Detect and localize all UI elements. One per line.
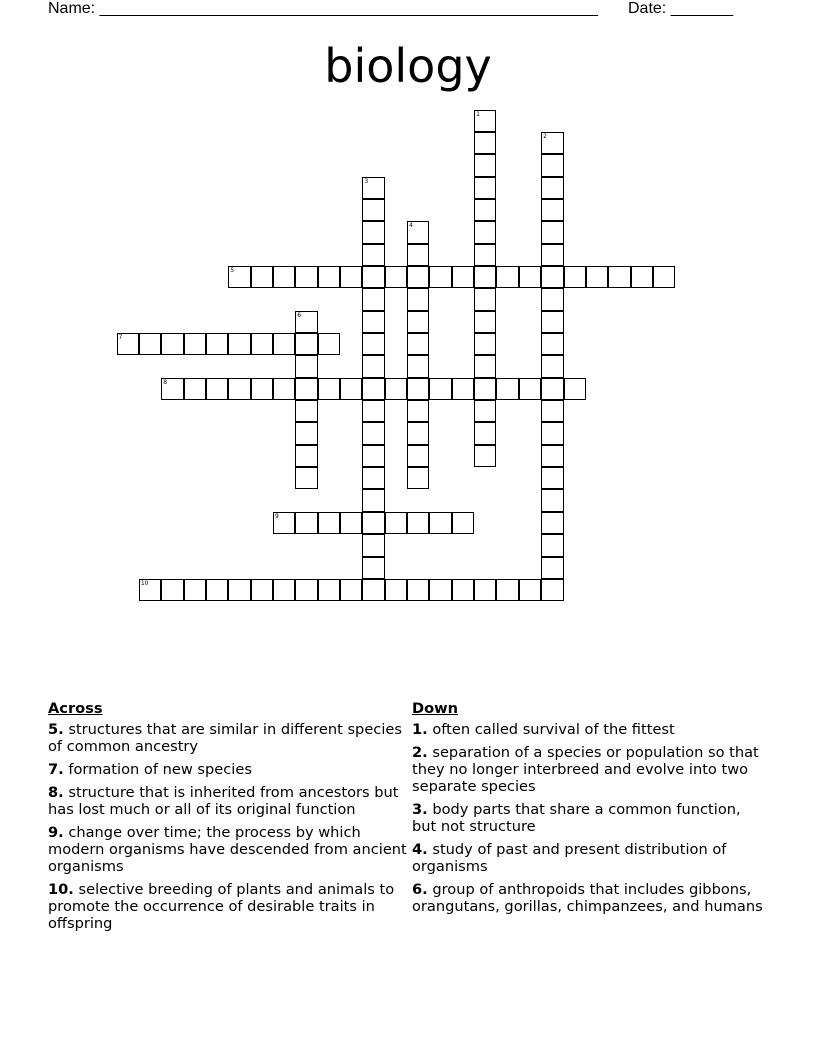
clue-across-7 [48, 761, 408, 778]
clue-number: 5. [48, 721, 64, 738]
grid-cell[interactable] [541, 355, 563, 377]
grid-cell[interactable] [631, 266, 653, 288]
grid-cell[interactable] [474, 266, 496, 288]
grid-cell[interactable] [452, 378, 474, 400]
grid-cell[interactable] [184, 333, 206, 355]
grid-cell[interactable] [385, 579, 407, 601]
grid-cell[interactable] [362, 333, 384, 355]
grid-cell[interactable] [519, 266, 541, 288]
grid-cell[interactable] [474, 400, 496, 422]
grid-cell[interactable] [541, 244, 563, 266]
grid-cell[interactable] [541, 333, 563, 355]
grid-cell[interactable] [251, 333, 273, 355]
clue-down-1 [412, 721, 764, 738]
grid-cell[interactable] [496, 579, 518, 601]
grid-cell[interactable] [340, 512, 362, 534]
cell-number: 1 [476, 110, 480, 118]
clue-number: 7. [48, 761, 64, 778]
clue-number: 10. [48, 881, 74, 898]
clue-number: 3. [412, 801, 428, 818]
grid-cell[interactable] [474, 422, 496, 444]
grid-cell[interactable] [541, 400, 563, 422]
grid-cell[interactable] [251, 266, 273, 288]
clue-across-8 [48, 784, 408, 818]
grid-cell[interactable] [608, 266, 630, 288]
grid-cell[interactable] [541, 512, 563, 534]
grid-cell[interactable] [407, 467, 429, 489]
grid-cell[interactable] [407, 579, 429, 601]
grid-cell[interactable] [318, 512, 340, 534]
grid-cell[interactable] [228, 378, 250, 400]
grid-cell[interactable] [362, 512, 384, 534]
grid-cell[interactable] [496, 266, 518, 288]
grid-cell[interactable] [362, 400, 384, 422]
grid-cell[interactable] [362, 445, 384, 467]
grid-cell[interactable] [362, 579, 384, 601]
grid-cell[interactable] [452, 266, 474, 288]
grid-cell[interactable] [407, 266, 429, 288]
grid-cell[interactable] [362, 266, 384, 288]
clue-text: group of anthropoids that includes gibbons, orangutans, gorillas, chimpanzees, and humans [412, 881, 763, 915]
grid-cell[interactable] [474, 221, 496, 243]
grid-cell[interactable] [362, 177, 384, 199]
grid-cell[interactable] [474, 132, 496, 154]
grid-cell[interactable] [139, 579, 161, 601]
grid-cell[interactable] [541, 221, 563, 243]
grid-cell[interactable] [452, 512, 474, 534]
clue-text: body parts that share a common function, but not structure [412, 801, 741, 835]
date-field-label[interactable]: Date: _______ [628, 0, 733, 17]
grid-cell[interactable] [362, 422, 384, 444]
grid-cell[interactable] [541, 288, 563, 310]
cell-number: 4 [409, 222, 413, 230]
grid-cell[interactable] [362, 244, 384, 266]
cell-number: 10 [140, 579, 149, 587]
grid-cell[interactable] [295, 266, 317, 288]
grid-cell[interactable] [385, 378, 407, 400]
grid-cell[interactable] [474, 355, 496, 377]
grid-cell[interactable] [474, 288, 496, 310]
grid-cell[interactable] [362, 489, 384, 511]
grid-cell[interactable] [385, 512, 407, 534]
grid-cell[interactable] [474, 579, 496, 601]
grid-cell[interactable] [362, 467, 384, 489]
grid-cell[interactable] [407, 378, 429, 400]
grid-cell[interactable] [586, 266, 608, 288]
grid-cell[interactable] [474, 154, 496, 176]
cell-number: 6 [297, 311, 302, 319]
cell-number: 5 [230, 266, 235, 274]
grid-cell[interactable] [295, 378, 317, 400]
clue-number: 6. [412, 881, 428, 898]
grid-cell[interactable] [228, 333, 250, 355]
grid-cell[interactable] [273, 333, 295, 355]
grid-cell[interactable] [362, 288, 384, 310]
grid-cell[interactable] [318, 378, 340, 400]
grid-cell[interactable] [206, 378, 228, 400]
grid-cell[interactable] [407, 288, 429, 310]
grid-cell[interactable] [295, 333, 317, 355]
grid-cell[interactable] [273, 579, 295, 601]
grid-cell[interactable] [541, 489, 563, 511]
grid-cell[interactable] [429, 266, 451, 288]
grid-cell[interactable] [519, 579, 541, 601]
grid-cell[interactable] [407, 422, 429, 444]
grid-cell[interactable] [541, 534, 563, 556]
grid-cell[interactable] [407, 311, 429, 333]
clue-down-4 [412, 841, 764, 875]
grid-cell[interactable] [251, 378, 273, 400]
grid-cell[interactable] [541, 378, 563, 400]
grid-cell[interactable] [161, 378, 183, 400]
grid-cell[interactable] [407, 221, 429, 243]
grid-cell[interactable] [139, 333, 161, 355]
grid-cell[interactable] [407, 355, 429, 377]
cell-number: 9 [274, 512, 279, 520]
grid-cell[interactable] [295, 445, 317, 467]
grid-cell[interactable] [407, 400, 429, 422]
grid-cell[interactable] [496, 378, 518, 400]
cell-number: 8 [163, 378, 168, 386]
clue-text: formation of new species [63, 761, 252, 778]
clue-text: study of past and present distribution of organisms [412, 841, 727, 875]
grid-cell[interactable] [251, 579, 273, 601]
grid-cell[interactable] [295, 311, 317, 333]
across-heading: Across [48, 700, 103, 717]
grid-cell[interactable] [541, 311, 563, 333]
grid-cell[interactable] [184, 579, 206, 601]
grid-cell[interactable] [228, 266, 250, 288]
grid-cell[interactable] [407, 244, 429, 266]
grid-cell[interactable] [206, 579, 228, 601]
grid-cell[interactable] [340, 579, 362, 601]
grid-cell[interactable] [541, 467, 563, 489]
clue-down-2 [412, 744, 764, 795]
grid-cell[interactable] [295, 355, 317, 377]
grid-cell[interactable] [362, 534, 384, 556]
grid-cell[interactable] [541, 422, 563, 444]
grid-cell[interactable] [474, 311, 496, 333]
clue-text: selective breeding of plants and animals to promote the occurrence of desirable traits in offspring [48, 881, 395, 932]
grid-cell[interactable] [295, 579, 317, 601]
cell-number: 7 [118, 334, 123, 341]
clue-number: 4. [412, 841, 428, 858]
across-clues [48, 700, 408, 938]
grid-cell[interactable] [362, 311, 384, 333]
grid-cell[interactable] [206, 333, 228, 355]
grid-cell[interactable] [429, 512, 451, 534]
clue-across-9 [48, 824, 408, 875]
grid-cell[interactable] [429, 378, 451, 400]
grid-cell[interactable] [653, 266, 675, 288]
clue-down-3 [412, 801, 764, 835]
grid-cell[interactable] [318, 579, 340, 601]
grid-cell[interactable] [161, 333, 183, 355]
page-title: biology [324, 39, 492, 93]
grid-cell[interactable] [407, 333, 429, 355]
grid-cell[interactable] [474, 199, 496, 221]
grid-cell[interactable] [474, 244, 496, 266]
clue-number: 8. [48, 784, 64, 801]
clue-number: 1. [412, 721, 428, 738]
grid-cell[interactable] [519, 378, 541, 400]
grid-cell[interactable] [184, 378, 206, 400]
grid-cell[interactable] [541, 557, 563, 579]
clue-text: separation of a species or population so that they no longer interbreed and evolve into two separate species [412, 744, 759, 795]
grid-cell[interactable] [273, 512, 295, 534]
grid-cell[interactable] [385, 266, 407, 288]
grid-cell[interactable] [362, 221, 384, 243]
grid-cell[interactable] [318, 333, 340, 355]
grid-cell[interactable] [273, 266, 295, 288]
grid-cell[interactable] [474, 110, 496, 132]
grid-cell[interactable] [318, 266, 340, 288]
grid-cell[interactable] [474, 177, 496, 199]
clue-across-10 [48, 881, 408, 932]
grid-cell[interactable] [295, 400, 317, 422]
grid-cell[interactable] [295, 467, 317, 489]
grid-cell[interactable] [161, 579, 183, 601]
grid-cell[interactable] [228, 579, 250, 601]
grid-cell[interactable] [362, 378, 384, 400]
grid-cell[interactable] [273, 378, 295, 400]
grid-cell[interactable] [541, 177, 563, 199]
clue-text: structures that are similar in different species of common ancestry [48, 721, 402, 755]
grid-cell[interactable] [407, 512, 429, 534]
clue-number: 2. [412, 744, 428, 761]
cell-number: 3 [364, 177, 369, 185]
grid-cell[interactable] [362, 557, 384, 579]
grid-cell[interactable] [474, 378, 496, 400]
down-clues [412, 700, 764, 921]
grid-cell[interactable] [407, 445, 429, 467]
grid-cell[interactable] [474, 333, 496, 355]
grid-cell[interactable] [452, 579, 474, 601]
clue-text: structure that is inherited from ancestors but has lost much or all of its original function [48, 784, 399, 818]
grid-cell[interactable] [541, 199, 563, 221]
grid-cell[interactable] [362, 199, 384, 221]
grid-cell[interactable] [541, 266, 563, 288]
grid-cell[interactable] [340, 378, 362, 400]
grid-cell[interactable] [541, 445, 563, 467]
name-field-label[interactable]: Name: ________________________________________________________ [48, 0, 598, 17]
down-heading: Down [412, 700, 459, 717]
clue-text: change over time; the process by which modern organisms have descended from ancient organisms [48, 824, 407, 875]
clue-number: 9. [48, 824, 64, 841]
grid-cell[interactable] [117, 333, 139, 355]
grid-cell[interactable] [541, 154, 563, 176]
grid-cell[interactable] [429, 579, 451, 601]
grid-cell[interactable] [564, 266, 586, 288]
grid-cell[interactable] [564, 378, 586, 400]
grid-cell[interactable] [340, 266, 362, 288]
clue-across-5 [48, 721, 408, 755]
clue-text: often called survival of the fittest [427, 721, 675, 738]
grid-cell[interactable] [295, 422, 317, 444]
grid-cell[interactable] [295, 512, 317, 534]
clue-down-6 [412, 881, 764, 915]
cell-number: 2 [543, 132, 547, 140]
grid-cell[interactable] [541, 579, 563, 601]
grid-cell[interactable] [541, 132, 563, 154]
grid-cell[interactable] [474, 445, 496, 467]
grid-cell[interactable] [362, 355, 384, 377]
